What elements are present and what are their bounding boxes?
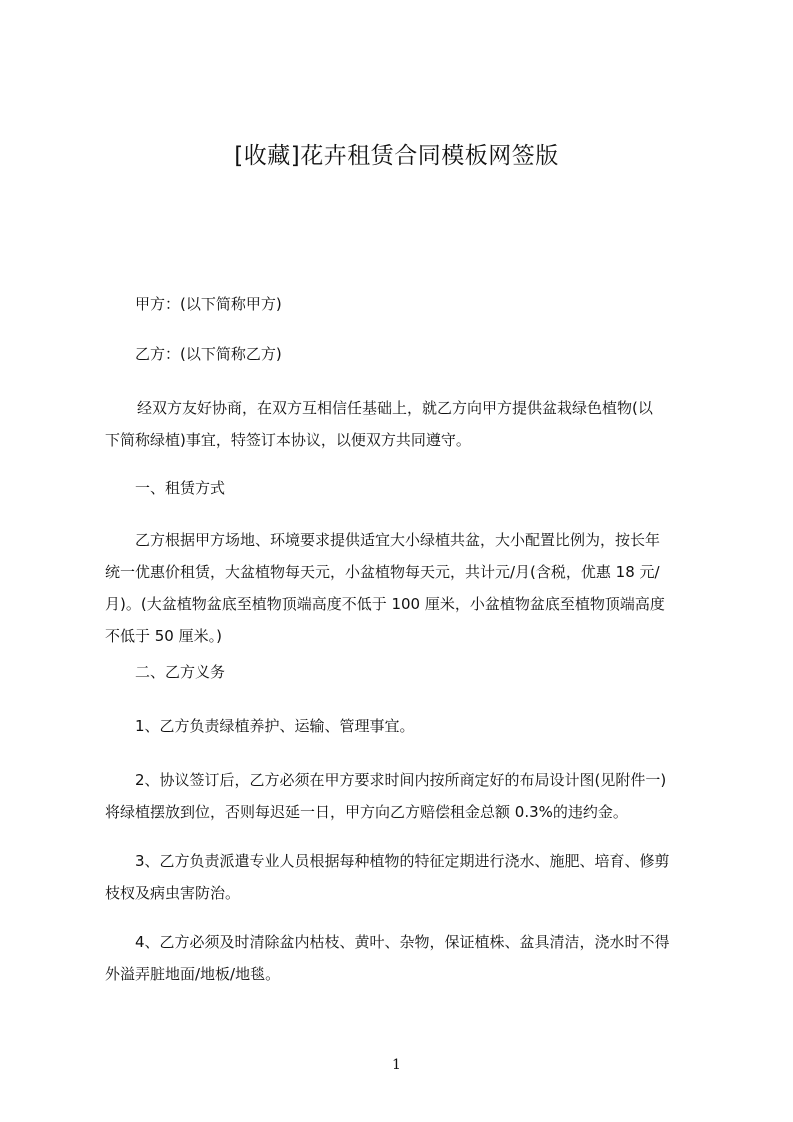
section-1-paragraph: 乙方根据甲方场地、环境要求提供适宜大小绿植共盆，大小配置比例为，按长年 统一优惠价租赁，大盆植物每天元，小盆植物每天元，共计元/月(含税，优惠 18 元/ 月)。(大盆植物盆底至植物顶端高度不低于 100 厘米，小盆植物盆底至植物顶端高度 不低于 50 厘米。) xyxy=(105,531,665,645)
party-b-line: 乙方：(以下简称乙方) xyxy=(135,345,282,363)
document-title: [收藏]花卉租赁合同模板网签版 xyxy=(234,143,559,169)
section-2-item-4: 4、乙方必须及时清除盆内枯枝、黄叶、杂物，保证植株、盆具清洁，浇水时不得 外溢弄脏地面/地板/地毯。 xyxy=(105,933,670,983)
page-number: 1 xyxy=(392,1057,401,1073)
section-1-heading: 一、租赁方式 xyxy=(135,479,226,497)
section-2-item-1: 1、乙方负责绿植养护、运输、管理事宜。 xyxy=(135,717,415,735)
section-2-item-3: 3、乙方负责派遣专业人员根据每种植物的特征定期进行浇水、施肥、培育、修剪 枝杈及病虫害防治。 xyxy=(105,852,670,902)
section-2-item-2: 2、协议签订后，乙方必须在甲方要求时间内按所商定好的布局设计图(见附件一) 将绿植摆放到位，否则每迟延一日，甲方向乙方赔偿租金总额 0.3%的违约金。 xyxy=(105,771,667,821)
intro-paragraph: 经双方友好协商，在双方互相信任基础上，就乙方向甲方提供盆栽绿色植物(以 下简称绿植)事宜，特签订本协议，以便双方共同遵守。 xyxy=(105,399,653,449)
section-2-heading: 二、乙方义务 xyxy=(135,663,226,681)
party-a-line: 甲方：(以下简称甲方) xyxy=(135,295,282,313)
